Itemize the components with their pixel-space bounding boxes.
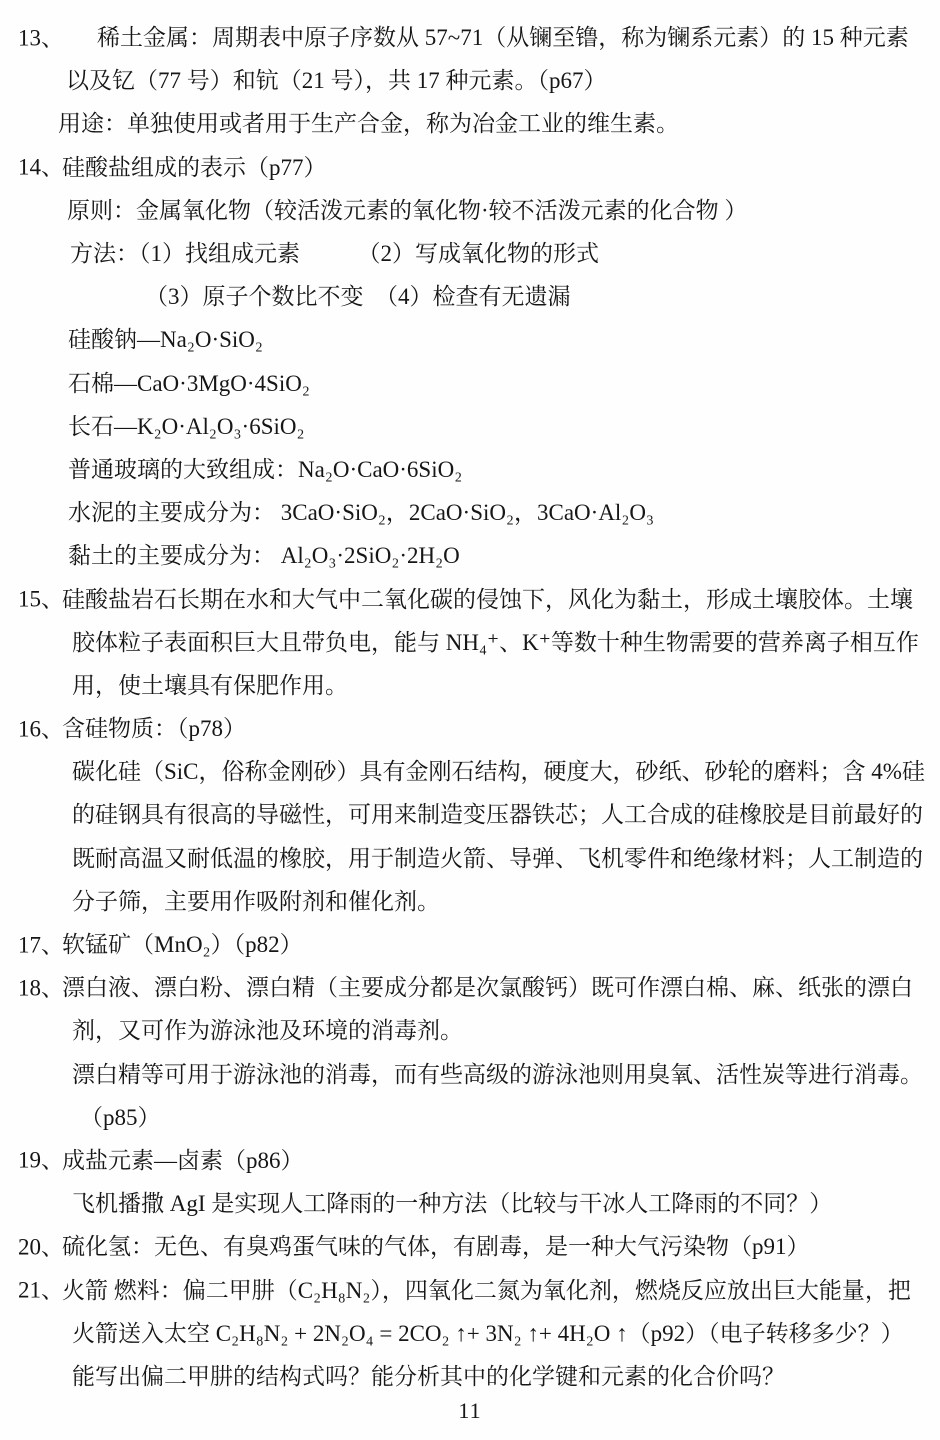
document-line — [0, 14, 940, 57]
document-line — [0, 1137, 940, 1180]
line-text: 漂白液、漂白粉、漂白精（主要成分都是次氯酸钙）既可作漂白棉、麻、纸张的漂白 — [62, 975, 913, 1001]
document-line — [0, 1180, 940, 1223]
line-text: 分子筛，主要用作吸附剂和催化剂。 — [72, 888, 440, 914]
line-text: 既耐高温又耐低温的橡胶，用于制造火箭、导弹、飞机零件和绝缘材料；人工制造的 — [72, 845, 923, 871]
item-number: 17、 — [18, 932, 64, 958]
document-line — [0, 1353, 940, 1396]
document-line — [0, 57, 940, 100]
item-number: 19、 — [18, 1147, 64, 1173]
document-line — [0, 1007, 940, 1050]
document-line — [0, 1266, 940, 1309]
document-line — [0, 878, 940, 921]
line-text: 碳化硅（SiC，俗称金刚砂）具有金刚石结构，硬度大，砂纸、砂轮的磨料；含 4%硅 — [72, 759, 925, 785]
document-line — [0, 1310, 940, 1353]
line-text: 能写出偏二甲肼的结构式吗？能分析其中的化学键和元素的化合价吗？ — [72, 1363, 785, 1389]
line-text: 硫化氢：无色、有臭鸡蛋气味的气体，有剧毒，是一种大气污染物（p91） — [62, 1234, 810, 1260]
line-text: 硅酸盐组成的表示（p77） — [62, 154, 327, 180]
document-line — [0, 619, 940, 662]
line-text: 漂白精等可用于游泳池的消毒，而有些高级的游泳池则用臭氧、活性炭等进行消毒。 — [72, 1061, 923, 1087]
document-line — [0, 273, 940, 316]
line-text: 含硅物质：（p78） — [62, 716, 246, 742]
page-number: 11 — [458, 1398, 482, 1423]
document-line — [0, 921, 940, 964]
line-text: 剂，又可作为游泳池及环境的消毒剂。 — [72, 1018, 463, 1044]
item-number: 18、 — [18, 975, 64, 1001]
line-text: 用途：单独使用或者用于生产合金，称为冶金工业的维生素。 — [58, 111, 679, 137]
document-body — [0, 14, 940, 1396]
document-line — [0, 489, 940, 532]
line-text: 成盐元素—卤素（p86） — [62, 1147, 304, 1173]
document-line — [0, 187, 940, 230]
document-line — [0, 1223, 940, 1266]
item-number: 21、 — [18, 1277, 64, 1303]
item-number: 13、 — [18, 25, 64, 51]
line-text: 的硅钢具有很高的导磁性，可用来制造变压器铁芯；人工合成的硅橡胶是目前最好的 — [72, 802, 923, 828]
line-text: 火箭 燃料：偏二甲肼（C₂H₈N₂），四氧化二氮为氧化剂，燃烧反应放出巨大能量，把 — [62, 1277, 911, 1303]
document-line — [0, 144, 940, 187]
document-line — [0, 446, 940, 489]
line-text: 火箭送入太空 C₂H₈N₂ + 2N₂O₄ = 2CO₂ ↑+ 3N₂ ↑+ 4H₂O ↑（p92）（电子转移多少？） — [72, 1320, 904, 1346]
document-line — [0, 100, 940, 143]
line-text: 硅酸盐岩石长期在水和大气中二氧化碳的侵蚀下，风化为黏土，形成土壤胶体。土壤 — [62, 586, 913, 612]
line-text: 长石—K₂O·Al₂O₃·6SiO₂ — [68, 413, 305, 439]
line-text: 普通玻璃的大致组成：Na₂O·CaO·6SiO₂ — [68, 456, 463, 482]
line-text: 原则：金属氧化物（较活泼元素的氧化物·较不活泼元素的化合物 ） — [67, 197, 748, 223]
line-text: 飞机播撒 AgI 是实现人工降雨的一种方法（比较与干冰人工降雨的不同？） — [72, 1191, 833, 1217]
document-line — [0, 835, 940, 878]
document-line — [0, 791, 940, 834]
document-line — [0, 662, 940, 705]
document-line — [0, 1051, 940, 1094]
line-text: 硅酸钠—Na₂O·SiO₂ — [68, 327, 263, 353]
document-line — [0, 532, 940, 575]
document-line — [0, 575, 940, 618]
item-number: 16、 — [18, 716, 64, 742]
line-text: （p85） — [80, 1104, 161, 1130]
item-number: 14、 — [18, 154, 64, 180]
item-number: 15、 — [18, 586, 64, 612]
document-line — [0, 705, 940, 748]
document-line — [0, 360, 940, 403]
document-line — [0, 964, 940, 1007]
document-line — [0, 748, 940, 791]
line-text: 用，使土壤具有保肥作用。 — [72, 672, 348, 698]
document-line — [0, 403, 940, 446]
line-text: 黏土的主要成分为： Al₂O₃·2SiO₂·2H₂O — [68, 543, 460, 569]
line-text: 方法：（1）找组成元素 （2）写成氧化物的形式 — [70, 241, 599, 267]
line-text: 以及钇（77 号）和钪（21 号），共 17 种元素。（p67） — [66, 68, 607, 94]
line-text: 石棉—CaO·3MgO·4SiO₂ — [68, 370, 310, 396]
document-line — [0, 1094, 940, 1137]
line-text: 水泥的主要成分为： 3CaO·SiO₂，2CaO·SiO₂，3CaO·Al₂O₃ — [68, 500, 654, 526]
item-number: 20、 — [18, 1234, 64, 1260]
line-text: 稀土金属：周期表中原子序数从 57~71（从镧至镥，称为镧系元素）的 15 种元素 — [97, 25, 909, 51]
line-text: 软锰矿（MnO₂）（p82） — [62, 932, 303, 958]
line-text: （3）原子个数比不变 （4）检查有无遗漏 — [145, 284, 571, 310]
line-text: 胶体粒子表面积巨大且带负电，能与 NH₄⁺、K⁺等数十种生物需要的营养离子相互作 — [72, 629, 919, 655]
document-line — [0, 316, 940, 359]
document-line — [0, 230, 940, 273]
